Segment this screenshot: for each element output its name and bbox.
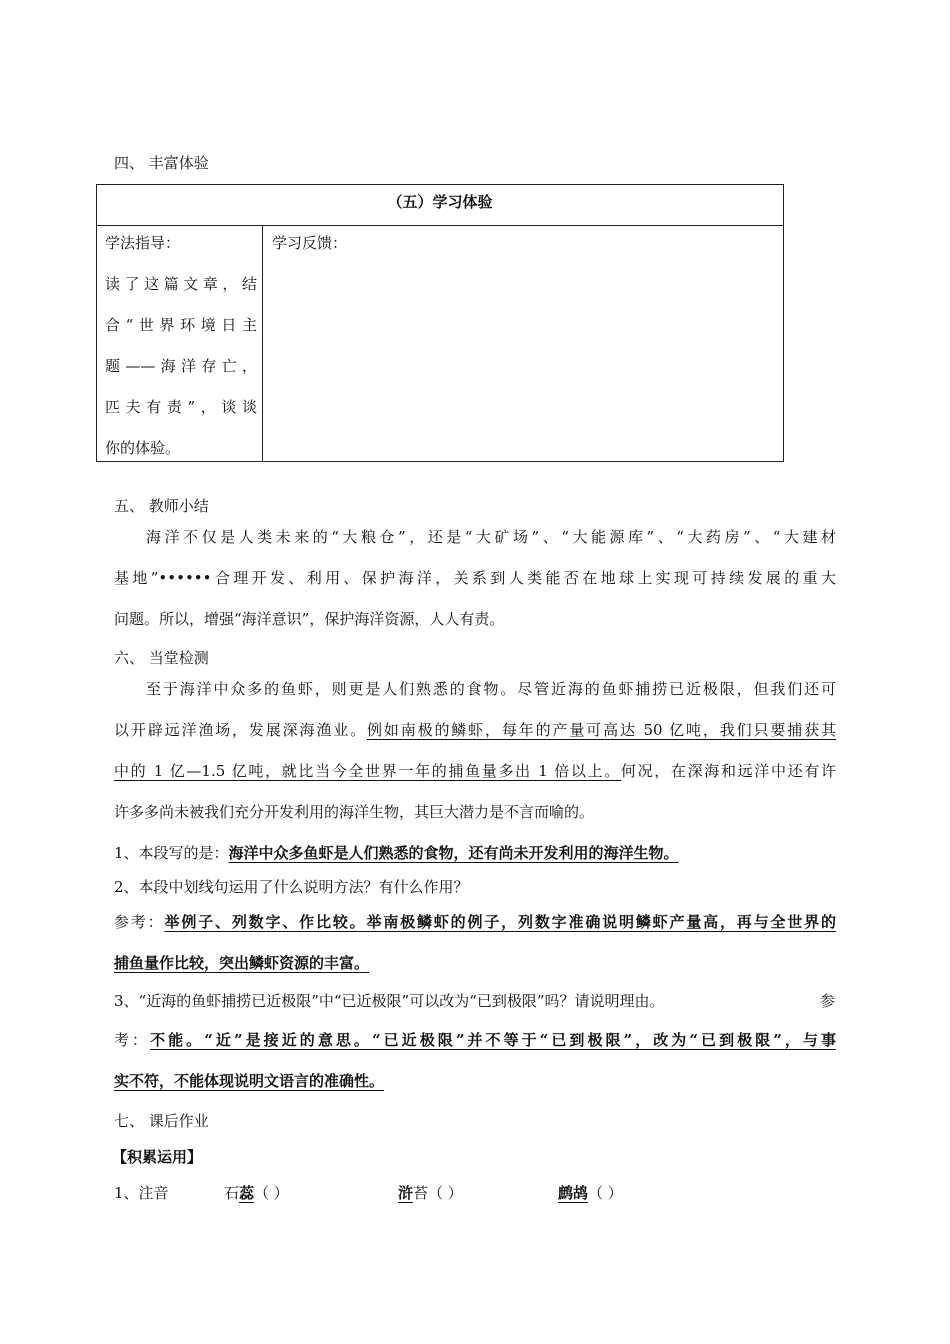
passage-line — [114, 716, 836, 757]
learning-experience-table — [96, 184, 784, 462]
pinyin-target-char: 浒 — [398, 1184, 414, 1202]
answer-2-text: 捕鱼量作比较，突出鳞虾资源的丰富。 — [114, 954, 370, 972]
passage-line — [114, 757, 836, 798]
summary-line: 问题。所以，增强“海洋意识”，保护海洋资源，人人有责。 — [114, 610, 505, 628]
passage-line: 至于海洋中众多的鱼虾，则更是人们熟悉的食物。尽管近海的鱼虾捕捞已近极限，但我们还可 — [146, 680, 836, 698]
table-divider-vertical — [262, 225, 263, 461]
question-1-prefix: 1、本段写的是： — [114, 844, 229, 862]
passage-paragraph — [114, 675, 836, 839]
question-2: 2、本段中划线句运用了什么说明方法？有什么作用？ — [114, 878, 469, 896]
method-guidance-line: 匹夫有责”，谈谈 — [105, 398, 257, 416]
method-guidance-line: 合“世界环境日主 — [105, 316, 257, 334]
method-guidance-line: 题——海洋存亡， — [105, 357, 257, 375]
section-4-heading: 四、 丰富体验 — [114, 154, 209, 172]
summary-line: 基地”••••••合理开发、利用、保护海洋，关系到人类能否在地球上实现可持续发展的重大 — [114, 569, 836, 587]
answer-3-text: 不能。“近”是接近的意思。“已近极限”并不等于“已到极限”，改为“已到极限”，与事 — [150, 1031, 836, 1049]
table-title: （五）学习体验 — [387, 193, 493, 211]
section-6-heading: 六、 当堂检测 — [114, 649, 209, 667]
answer-2-label: 参考： — [114, 913, 165, 931]
underlined-sentence: 例如南极的鳞虾，每年的产量可高达 50 亿吨，我们只要捕获其 — [366, 721, 836, 739]
pinyin-item-1 — [224, 1182, 289, 1203]
section-5-heading: 五、 教师小结 — [114, 497, 209, 515]
answer-3-prefix: 考： — [114, 1031, 151, 1049]
feedback-header: 学习反馈： — [272, 234, 348, 252]
section-7-heading: 七、 课后作业 — [114, 1112, 209, 1130]
pinyin-target-char: 鹧鸪 — [558, 1184, 589, 1202]
passage-text: 以开辟远洋渔场，发展深海渔业。 — [114, 721, 367, 739]
method-guidance-header: 学法指导： — [105, 234, 181, 252]
question-1-answer: 海洋中众多鱼虾是人们熟悉的食物，还有尚未开发利用的海洋生物。 — [228, 844, 679, 862]
answer-2-line — [114, 908, 836, 949]
pinyin-item-1-text: 石 — [224, 1184, 240, 1202]
feedback-cell — [272, 229, 347, 257]
pinyin-item-2 — [398, 1182, 463, 1203]
question-3: 3、“近海的鱼虾捕捞已近极限”中“已近极限”可以改为“已到极限”吗？请说明理由。 — [114, 992, 665, 1010]
accumulation-heading: 【积累运用】 — [112, 1148, 203, 1166]
pinyin-blank: （ ） — [254, 1184, 289, 1202]
answer-2 — [114, 908, 836, 990]
method-guidance-line: 读了这篇文章，结 — [105, 275, 257, 293]
teacher-summary-paragraph — [114, 523, 836, 646]
method-guidance-cell — [105, 229, 257, 475]
question-1 — [114, 842, 679, 863]
underlined-sentence: 中的 1 亿—1.5 亿吨，就比当今全世界一年的捕鱼量多出 1 倍以上。 — [114, 762, 621, 780]
pinyin-blank: （ ） — [428, 1184, 463, 1202]
passage-line: 许多多尚未被我们充分开发利用的海洋生物，其巨大潜力是不言而喻的。 — [114, 803, 595, 821]
pinyin-blank: （ ） — [588, 1184, 623, 1202]
pinyin-item-3 — [558, 1182, 623, 1203]
answer-2-text: 举例子、列数字、作比较。举南极鳞虾的例子，列数字准确说明鳞虾产量高，再与全世界的 — [164, 913, 836, 931]
answer-2-line — [114, 949, 836, 990]
pinyin-item-2-text: 苔 — [413, 1184, 429, 1202]
answer-3-line — [114, 1067, 836, 1108]
answer-3 — [114, 1026, 836, 1108]
pinyin-target-char: 蕊 — [239, 1184, 255, 1202]
answer-3-line — [114, 1026, 836, 1067]
question-3-tail: 参 — [820, 992, 836, 1010]
summary-line: 海洋不仅是人类未来的“大粮仓”，还是“大矿场”、“大能源库”、“大药房”、“大建材 — [146, 528, 836, 546]
table-divider-horizontal — [97, 225, 783, 226]
method-guidance-line: 你的体验。 — [105, 439, 181, 457]
answer-3-text: 实不符，不能体现说明文语言的准确性。 — [114, 1072, 385, 1090]
pinyin-question-label: 1、注音 — [114, 1184, 169, 1202]
passage-text: 何况，在深海和远洋中还有许 — [620, 762, 836, 780]
